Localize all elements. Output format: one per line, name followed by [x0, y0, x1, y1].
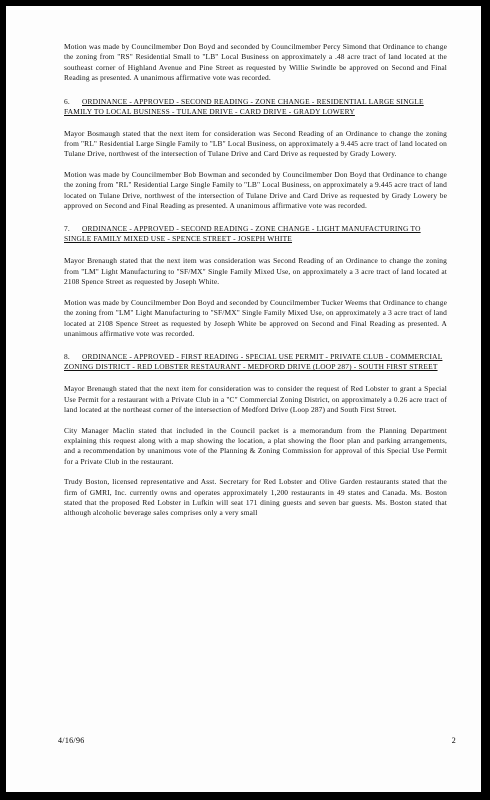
item8-number: 8.: [64, 352, 70, 362]
item6-number: 6.: [64, 96, 70, 106]
item6-heading: [64, 97, 447, 117]
footer-date: 4/16/96: [58, 736, 85, 745]
item6-paragraph-2: Motion was made by Councilmember Bob Bowman and seconded by Councilmember Don Boyd that Ordinance to change the zoning from "RL" Residential Large Single Family to "LB" Local Business, on approximately a 9.445 acre tract of land located on Tulane Drive, northwest of the intersection of Tulane Drive and Card Drive as requested by Grady Lowery be approved on Second and Final Reading as presented. A unanimous affirmative vote was recorded.: [64, 169, 447, 211]
item8-paragraph-3: Trudy Boston, licensed representative and Asst. Secretary for Red Lobster and Olive Garden restaurants stated that the firm of GMRI, Inc. currently owns and operates approximately 1,200 restaurants in 49 states and Canada. Ms. Boston stated that the proposed Red Lobster in Lufkin will seat 171 dining guests and seven bar guests. Ms. Boston stated that although alcoholic beverage sales comprises only a very small: [64, 477, 447, 518]
item7-heading-text: ORDINANCE - APPROVED - SECOND READING - ZONE CHANGE - LIGHT MANUFACTURING TO SINGLE FAMILY MIXED USE - SPENCE STREET - JOSEPH WHITE: [64, 224, 421, 244]
document-page: [6, 6, 481, 792]
item7-paragraph-2: Motion was made by Councilmember Don Boyd and seconded by Councilmember Tucker Weems that Ordinance to change the zoning from "LM" Light Manufacturing to "SF/MX" Single Family Mixed Use, on approximately a 3 acre tract of land located at 2108 Spence Street as requested by Joseph White be approved on Second and Final Reading as presented. A unanimous affirmative vote was recorded.: [64, 297, 447, 338]
item8-heading-text: ORDINANCE - APPROVED - FIRST READING - SPECIAL USE PERMIT - PRIVATE CLUB - COMMERCIAL ZONING DISTRICT - RED LOBSTER RESTAURANT - MEDFORD DRIVE (LOOP 287) - SOUTH FIRST STREET: [64, 352, 443, 372]
item8-heading: [64, 352, 447, 372]
item7-paragraph-1: Mayor Brenaugh stated that the next item was consideration was Second Reading of an Ordinance to change the zoning from "LM" Light Manufacturing to "SF/MX" Single Family Mixed Use, on approximately a 3 acre tract of land located at 2108 Spence Street as requested by Joseph White.: [64, 256, 447, 287]
page-number: 2: [451, 736, 456, 745]
item6-heading-text: ORDINANCE - APPROVED - SECOND READING - ZONE CHANGE - RESIDENTIAL LARGE SINGLE FAMILY TO LOCAL BUSINESS - TULANE DRIVE - CARD DRIVE - GRADY LOWERY: [64, 96, 424, 116]
item7-number: 7.: [64, 224, 70, 234]
item6-paragraph-1: Mayor Bosmaugh stated that the next item for consideration was Second Reading of an Ordinance to change the zoning from "RL" Residential Large Single Family to "LB" Local Business, on approximately a 9.445 acre tract of land located on Tulane Drive, northwest of the intersection of Tulane Drive and Card Drive as requested by Grady Lowery.: [64, 128, 447, 159]
item7-heading: [64, 224, 447, 244]
item8-paragraph-1: Mayor Brenaugh stated that the next item for consideration was to consider the request of Red Lobster to grant a Special Use Permit for a restaurant with a Private Club in a "C" Commercial Zoning District, on approximately a 0.26 acre tract of land located at the northeast corner of the intersection of Medford Drive (Loop 287) and South First Street.: [64, 384, 447, 415]
page-footer: [58, 736, 456, 745]
item8-paragraph-2: City Manager Maclin stated that included in the Council packet is a memorandum from the Planning Department explaining this request along with a map showing the location, a plat showing the floor plan and parking arrangements, and a recommendation by unanimous vote of the Planning & Zoning Commission for approval of this Special Use Permit for a Private Club in the restaurant.: [64, 425, 447, 466]
paragraph-motion-item5: Motion was made by Councilmember Don Boyd and seconded by Councilmember Percy Simond that Ordinance to change the zoning from "RS" Residential Small to "LB" Local Business on approximately a .48 acre tract of land located at the southeast corner of Highland Avenue and Pine Street as requested by Willie Swindle be approved on Second and Final Reading as presented. A unanimous affirmative vote was recorded.: [64, 42, 447, 83]
